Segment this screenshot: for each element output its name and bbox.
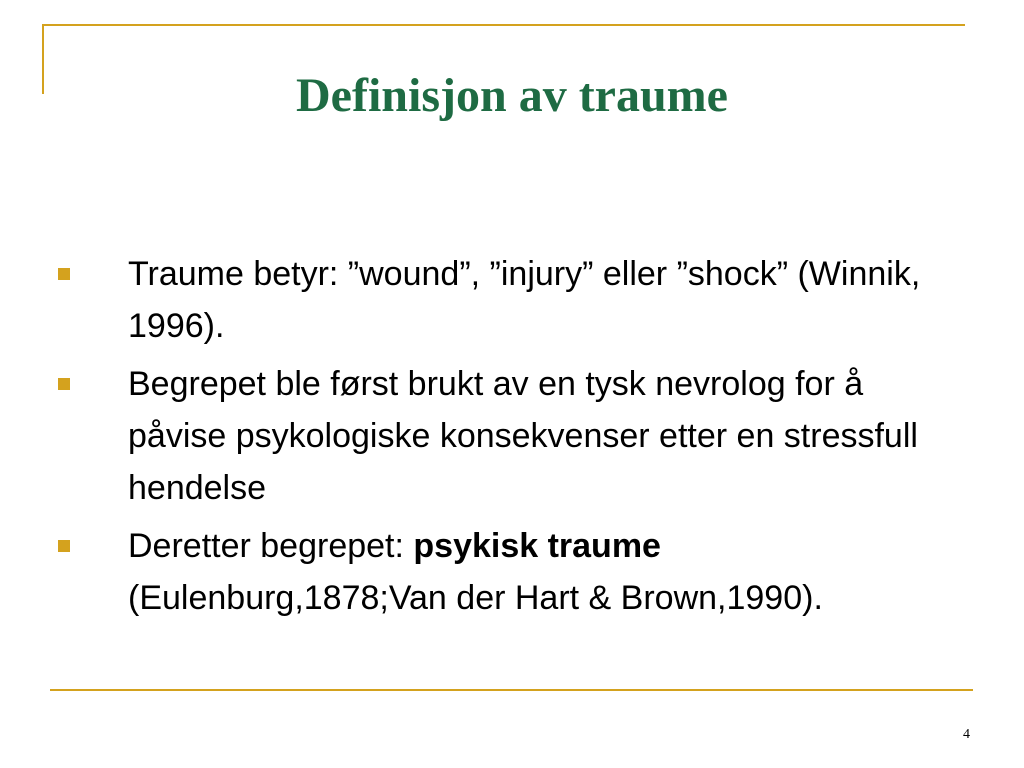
square-bullet-icon <box>58 378 70 390</box>
bullet-text-3 <box>128 520 963 624</box>
bullet-list <box>58 248 978 630</box>
square-bullet-icon <box>58 540 70 552</box>
top-horizontal-rule <box>42 24 965 26</box>
slide-title: Definisjon av traume <box>296 69 728 122</box>
bullet-item-1 <box>58 248 978 352</box>
bullet-item-3 <box>58 520 978 624</box>
square-bullet-icon <box>58 268 70 280</box>
bullet-text-2: Begrepet ble først brukt av en tysk nevrolog for å påvise psykologiske konsekvenser etter en stressfull hendelse <box>128 365 918 507</box>
bullet-text-3-lead: Deretter begrepet: <box>128 527 414 565</box>
bullet-text-3-tail: (Eulenburg,1878;Van der Hart & Brown,1990). <box>128 579 823 617</box>
bullet-text-3-bold-term: psykisk traume <box>413 527 661 565</box>
bullet-item-2 <box>58 358 978 514</box>
bottom-horizontal-rule <box>50 689 973 691</box>
bullet-text-1: Traume betyr: ”wound”, ”injury” eller ”shock” (Winnik, 1996). <box>128 255 921 345</box>
page-number: 4 <box>963 727 970 742</box>
